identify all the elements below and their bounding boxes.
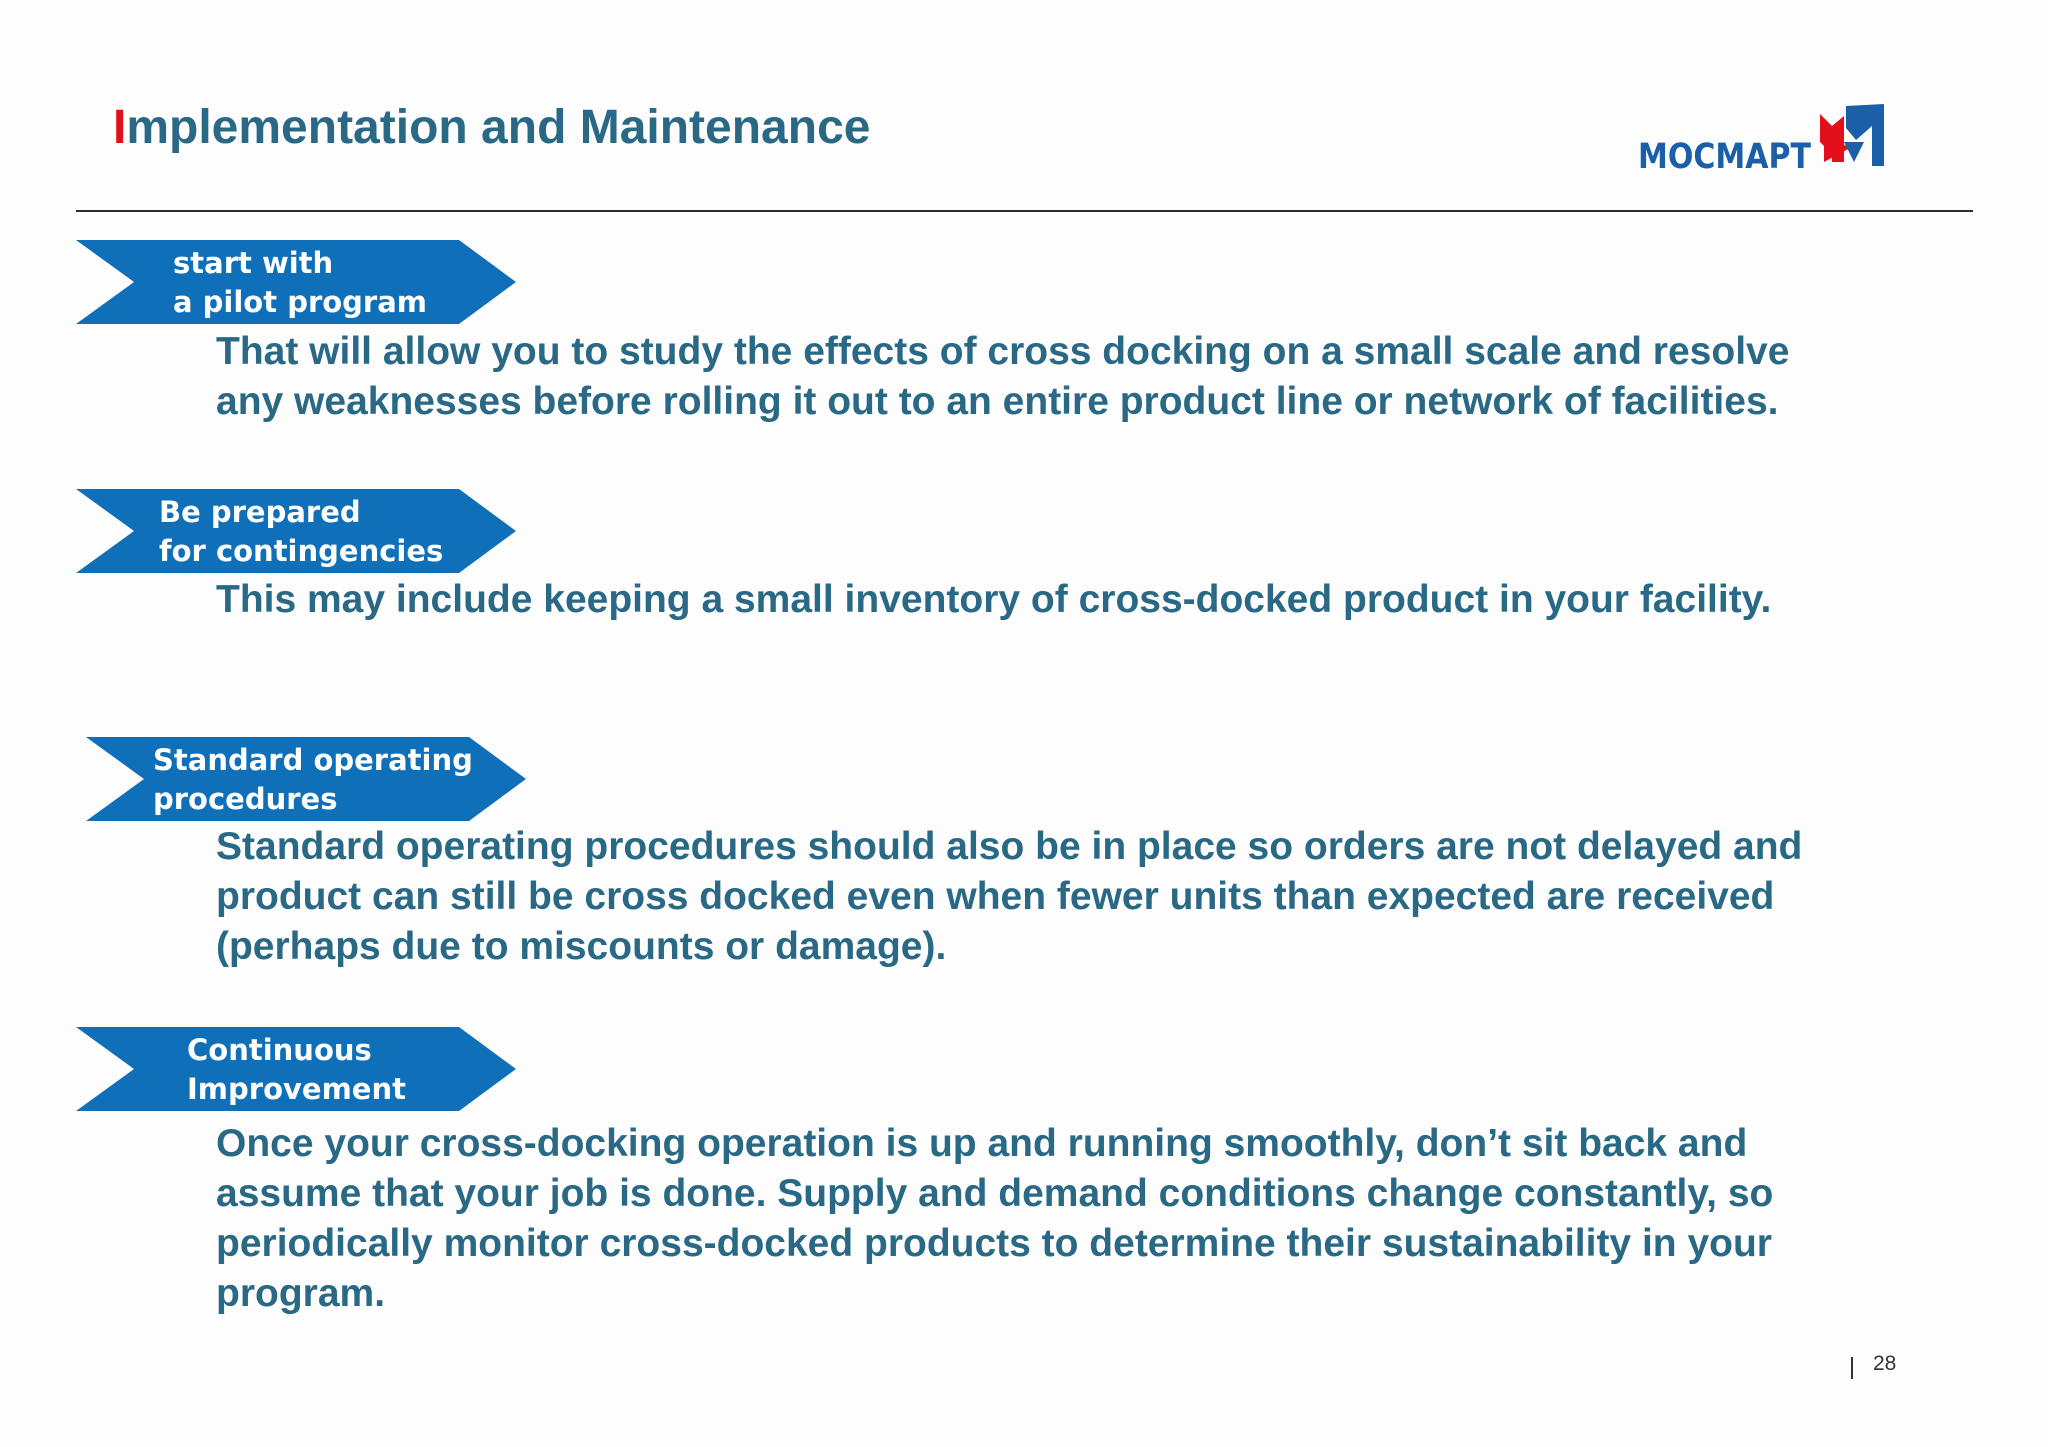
chevron-label-pilot-program [76,240,516,324]
title-text: mplementation and Maintenance [126,101,871,154]
section-description: This may include keeping a small inventory of cross-docked product in your facility. [216,578,1772,621]
page-number-separator [1851,1357,1853,1379]
chevron-label-continuous-improvement [76,1027,516,1111]
header-divider [76,210,1973,212]
chevron-label-sop [86,737,526,821]
section-description: Standard operating procedures should also be in place so orders are not delayed and product can still be cross docked even when fewer units than expected are received (perhaps due to miscounts or damage). [216,825,1803,968]
chevron-text: Be prepared for contingencies [159,495,444,568]
page-number: 28 [1873,1352,1897,1375]
logo-wordmark: МОСМАРТ [1638,137,1812,177]
title-accent-letter: I [113,101,127,154]
section-description: That will allow you to study the effects of cross docking on a small scale and resolve any weaknesses before rolling it out to an entire product line or network of facilities. [216,330,1790,423]
mosmart-logo [1638,104,1888,180]
chevron-label-contingencies [76,489,516,573]
chevron-text: Continuous Improvement [187,1033,406,1106]
page-title [113,100,870,155]
chevron-text: start with a pilot program [173,246,428,319]
section-description: Once your cross-docking operation is up and running smoothly, don’t sit back and assume that your job is done. Supply and demand conditions change constantly, so periodically monitor cross-docked products to determine their sustainability in your program. [216,1122,1774,1315]
logo-emblem-icon [1820,104,1884,166]
chevron-text: Standard operating procedures [153,743,473,816]
